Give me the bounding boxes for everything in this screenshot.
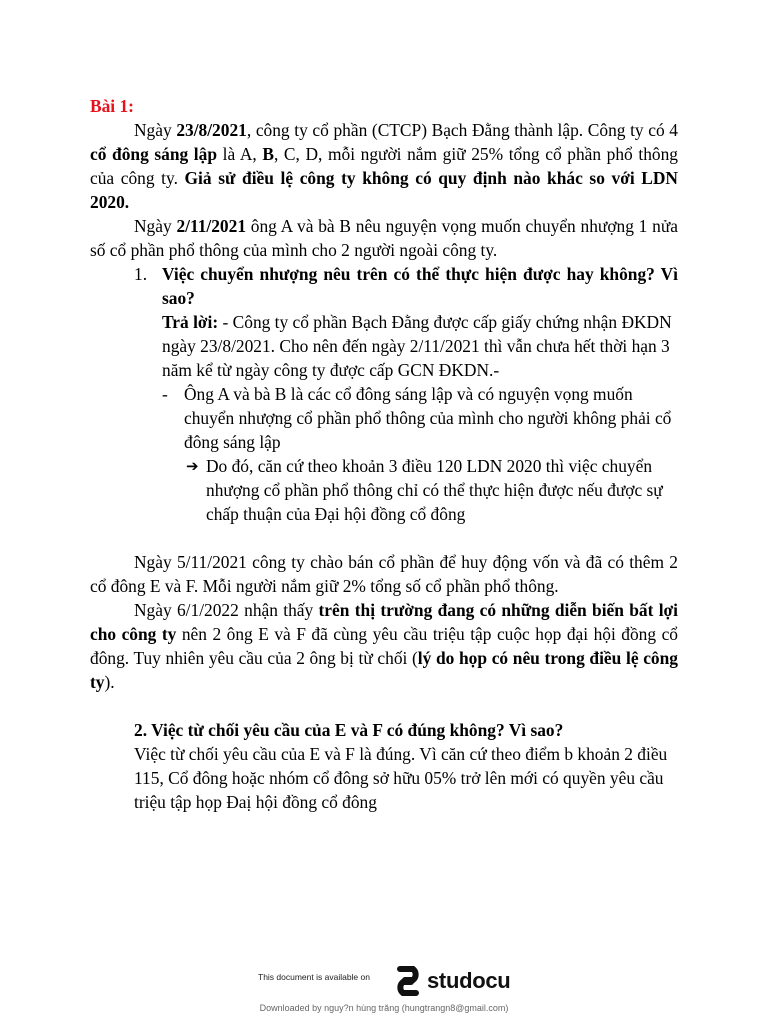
question-2	[134, 718, 678, 814]
question-2-answer: Việc từ chối yêu cầu của E và F là đúng. Vì căn cứ theo điểm b khoản 2 điều 115, Cổ đông hoặc nhóm cổ đông sở hữu 05% trở lên mới có quyền yêu cầu triệu tập họp Đaị hội đồng cổ đông	[134, 744, 668, 812]
question-2-title: 2. Việc từ chối yêu cầu của E và F có đúng không? Vì sao?	[134, 720, 564, 740]
text-run: Ngày	[134, 120, 177, 140]
text-run: ông A và bà B nêu nguyện vọng muốn chuyển nhượng 1 nửa số cổ phần phổ thông của mình cho 2 người ngoài công ty.	[90, 216, 678, 260]
answer-dash-item	[162, 382, 678, 454]
text-run: Ngày 6/1/2022 nhận thấy	[134, 600, 319, 620]
question-1	[90, 262, 678, 310]
meeting-request-paragraph	[90, 598, 678, 694]
bold-text-run: 23/8/2021	[176, 120, 247, 140]
download-credit: Downloaded by nguy?n hùng trăng (hungtrangn8@gmail.com)	[259, 1003, 509, 1013]
arrow-right-icon: ➔	[186, 457, 199, 475]
text-run: Ngày	[134, 216, 177, 236]
answer-label: Trả lời:	[162, 312, 219, 332]
bold-text-run: B	[262, 144, 274, 164]
transfer-paragraph	[90, 214, 678, 262]
text-run: là A,	[217, 144, 263, 164]
question-1-number: 1.	[134, 264, 148, 284]
text-run: , công ty cổ phần (CTCP) Bạch Đằng thành lập. Công ty có 4	[246, 120, 678, 140]
dash-item-text: Ông A và bà B là các cổ đông sáng lập và có nguyện vọng muốn chuyển nhượng cổ phần phổ thông của mình cho người không phải cổ đông sáng lập	[184, 384, 672, 452]
bold-text-run: lý do họp có nêu trong điều lệ công ty	[90, 648, 678, 692]
bold-text-run: Giả sử điều lệ công ty không có quy định nào khác so với LDN 2020.	[90, 168, 678, 212]
text-run: , C, D, mỗi người nắm giữ 25% tổng cổ phần phổ thông của công ty.	[90, 144, 678, 188]
exercise-heading: Bài 1:	[90, 96, 134, 116]
question-1-answer	[162, 310, 678, 382]
document-page	[90, 94, 678, 814]
bold-text-run: trên thị trường đang có những diễn biến bất lợi cho công ty	[90, 600, 679, 644]
text-run: nên 2 ông E và F đã cùng yêu cầu triệu tập cuộc họp đại hội đồng cổ đông. Tuy nhiên yêu cầu của 2 ông bị từ chối (	[90, 624, 678, 668]
offering-paragraph: Ngày 5/11/2021 công ty chào bán cổ phần để huy động vốn và đã có thêm 2 cổ đông E và F. Mỗi người nắm giữ 2% tổng số cổ phần phổ thông.	[90, 552, 678, 596]
intro-paragraph	[90, 118, 678, 214]
studocu-logo[interactable]	[393, 966, 510, 996]
text-run: ).	[104, 672, 115, 692]
answer-conclusion	[186, 454, 678, 526]
conclusion-text: Do đó, căn cứ theo khoản 3 điều 120 LDN 2020 thì việc chuyển nhượng cổ phần phổ thông chỉ có thể thực hiện được nếu được sự chấp thuận của Đại hội đồng cổ đông	[206, 456, 663, 524]
available-on-text: This document is available on	[258, 972, 370, 982]
bold-text-run: cổ đông sáng lập	[90, 144, 218, 164]
studocu-logo-text: studocu	[427, 968, 511, 993]
dash-bullet: -	[162, 384, 168, 404]
answer-text: - Công ty cổ phần Bạch Đằng được cấp giấy chứng nhận ĐKDN ngày 23/8/2021. Cho nên đến ngày 2/11/2021 thì vẫn chưa hết thời hạn 3 năm kể từ ngày công ty được cấp GCN ĐKDN.-	[162, 312, 672, 380]
question-1-text: Việc chuyển nhượng nêu trên có thể thực hiện được hay không? Vì sao?	[162, 264, 678, 308]
bold-text-run: 2/11/2021	[176, 216, 247, 236]
studocu-logo-icon	[393, 966, 423, 996]
